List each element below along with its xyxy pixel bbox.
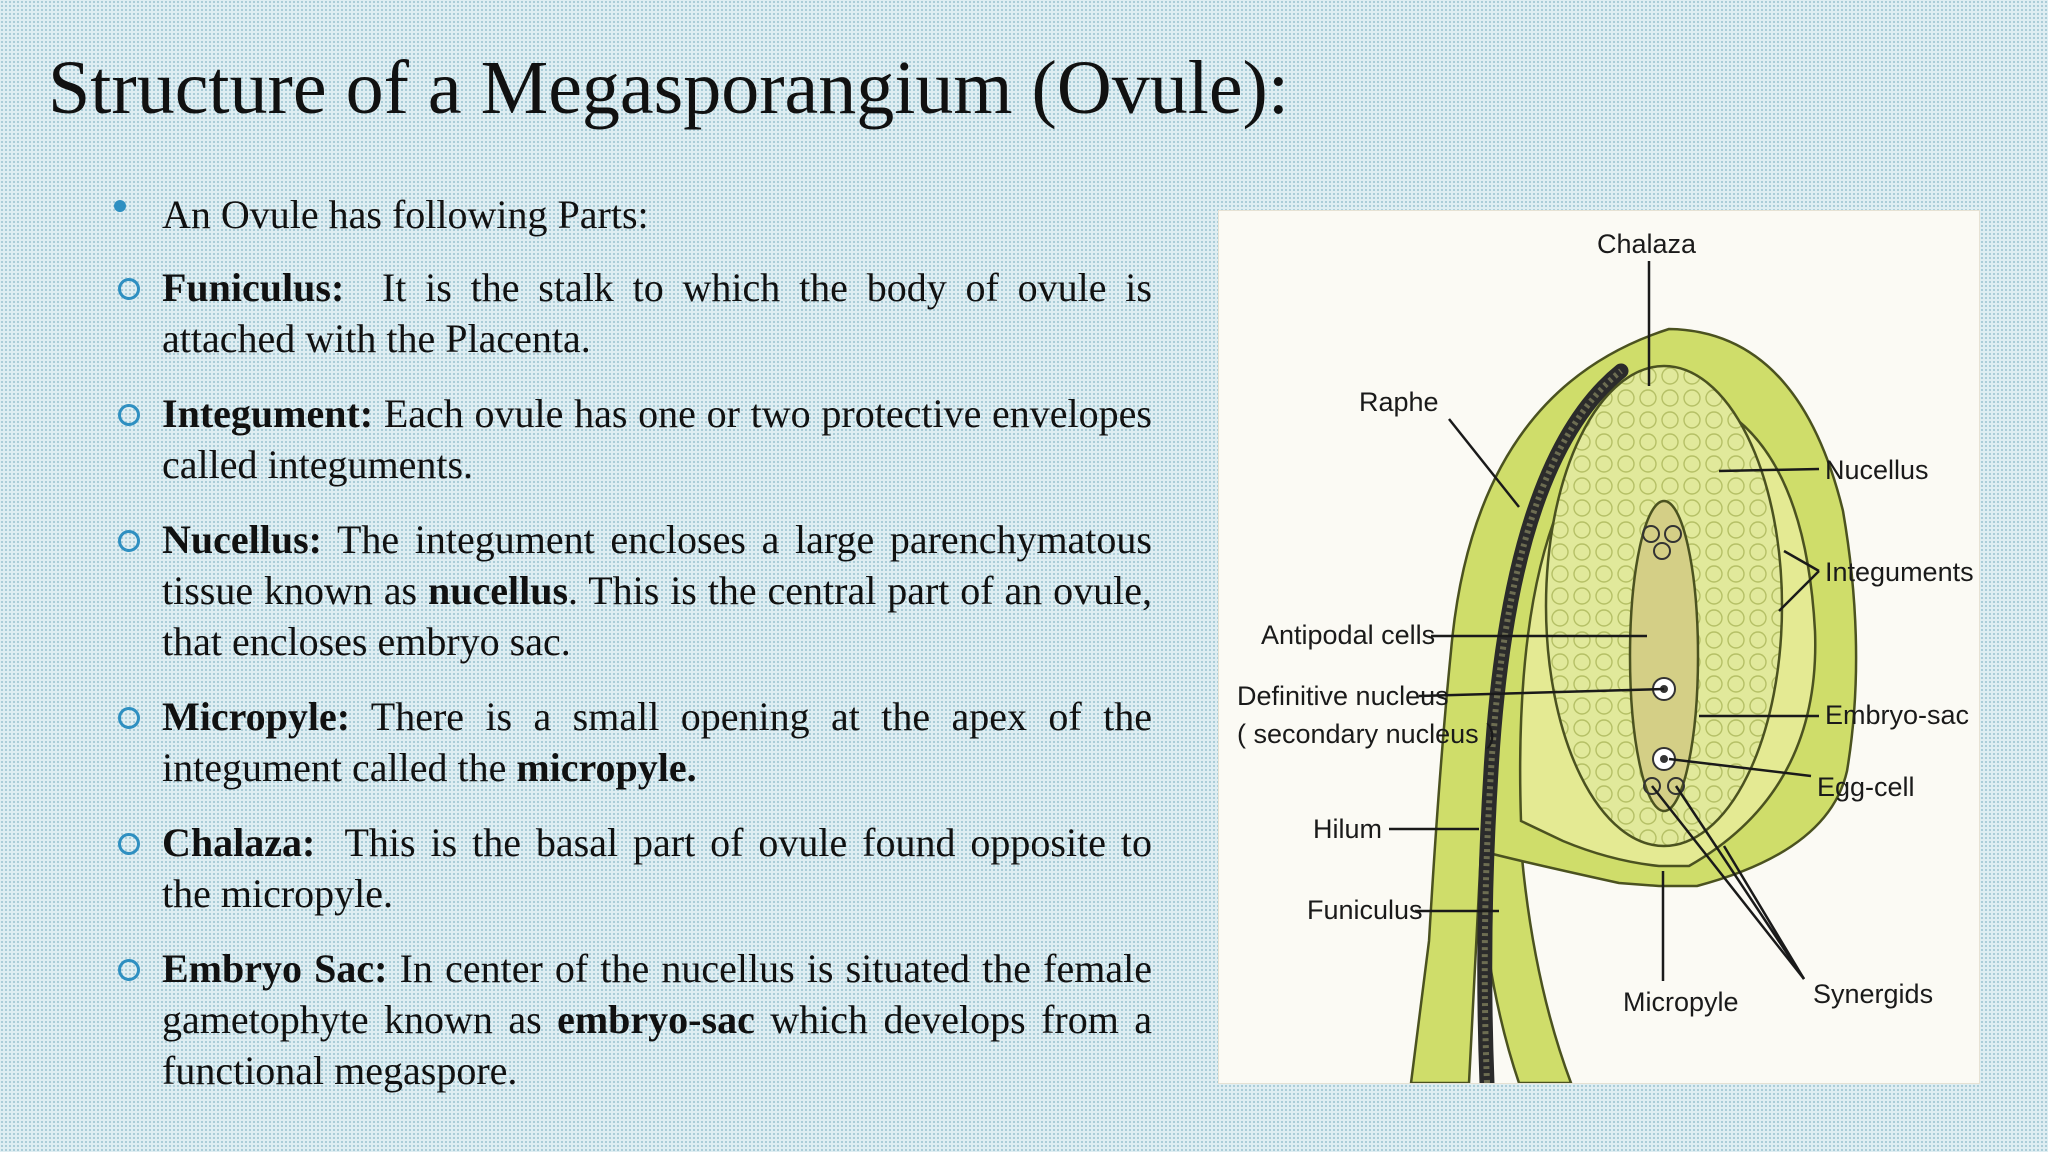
ring-bullet-icon [118, 278, 140, 300]
ring-bullet-icon [118, 404, 140, 426]
desc-nucellus-a: The integument encloses a large parenchymatous tissue known as [162, 517, 1152, 613]
label-synergids: Synergids [1813, 979, 1934, 1009]
term-funiculus: Funiculus: [162, 265, 345, 310]
term-nucellus: Nucellus: [162, 517, 322, 562]
label-egg-cell: Egg-cell [1817, 772, 1915, 802]
label-raphe: Raphe [1359, 387, 1439, 417]
bullet-dot-icon [114, 200, 126, 212]
desc-integument: Each ovule has one or two protective envelopes called integuments. [162, 391, 1152, 487]
desc-embryo-sac-b: which develops from a functional megaspore. [162, 997, 1153, 1093]
desc-funiculus: It is the stalk to which the body of ovule is attached with the Placenta. [162, 265, 1152, 361]
ovule-diagram-svg [1219, 211, 1979, 1083]
label-micropyle: Micropyle [1623, 987, 1739, 1017]
label-secondary-nucleus: ( secondary nucleus ) [1237, 719, 1496, 749]
desc-micropyle-a: There is a small opening at the apex of the integument called the [162, 694, 1153, 790]
intro-line [110, 190, 1152, 240]
term-embryo-sac: Embryo Sac: [162, 946, 388, 991]
ovule-diagram [1218, 210, 1980, 1084]
egg-cell-core [1660, 755, 1668, 763]
desc-nucellus-b: . This is the central part of an ovule, that encloses embryo sac. [162, 568, 1152, 664]
ring-bullet-icon [118, 833, 140, 855]
bullet-list [110, 190, 1152, 1120]
list-item-funiculus [110, 262, 1152, 364]
label-chalaza: Chalaza [1597, 229, 1697, 259]
list-item-nucellus [110, 514, 1152, 667]
term-chalaza: Chalaza: [162, 820, 316, 865]
list-item-chalaza [110, 817, 1152, 919]
desc-micropyle-bold: micropyle. [516, 745, 697, 790]
label-definitive-nucleus: Definitive nucleus [1237, 681, 1449, 711]
list-item-embryo-sac [110, 943, 1152, 1096]
slide-title: Structure of a Megasporangium (Ovule): [48, 46, 1289, 130]
label-hilum: Hilum [1313, 814, 1383, 844]
intro-text: An Ovule has following Parts: [162, 192, 649, 237]
label-antipodal-cells: Antipodal cells [1261, 620, 1436, 650]
list-item-integument [110, 388, 1152, 490]
ring-bullet-icon [118, 959, 140, 981]
desc-embryo-sac-bold: embryo-sac [557, 997, 755, 1042]
label-funiculus: Funiculus [1307, 895, 1423, 925]
label-nucellus: Nucellus [1825, 455, 1929, 485]
term-integument: Integument: [162, 391, 374, 436]
ring-bullet-icon [118, 530, 140, 552]
desc-embryo-sac-a: In center of the nucellus is situated the female gametophyte known as [162, 946, 1152, 1042]
desc-nucellus-bold: nucellus [427, 568, 569, 613]
desc-chalaza: This is the basal part of ovule found opposite to the micropyle. [162, 820, 1153, 916]
label-integuments: Integuments [1825, 557, 1974, 587]
list-item-micropyle [110, 691, 1152, 793]
label-embryo-sac: Embryo-sac [1825, 700, 1970, 730]
ring-bullet-icon [118, 707, 140, 729]
term-micropyle: Micropyle: [162, 694, 351, 739]
